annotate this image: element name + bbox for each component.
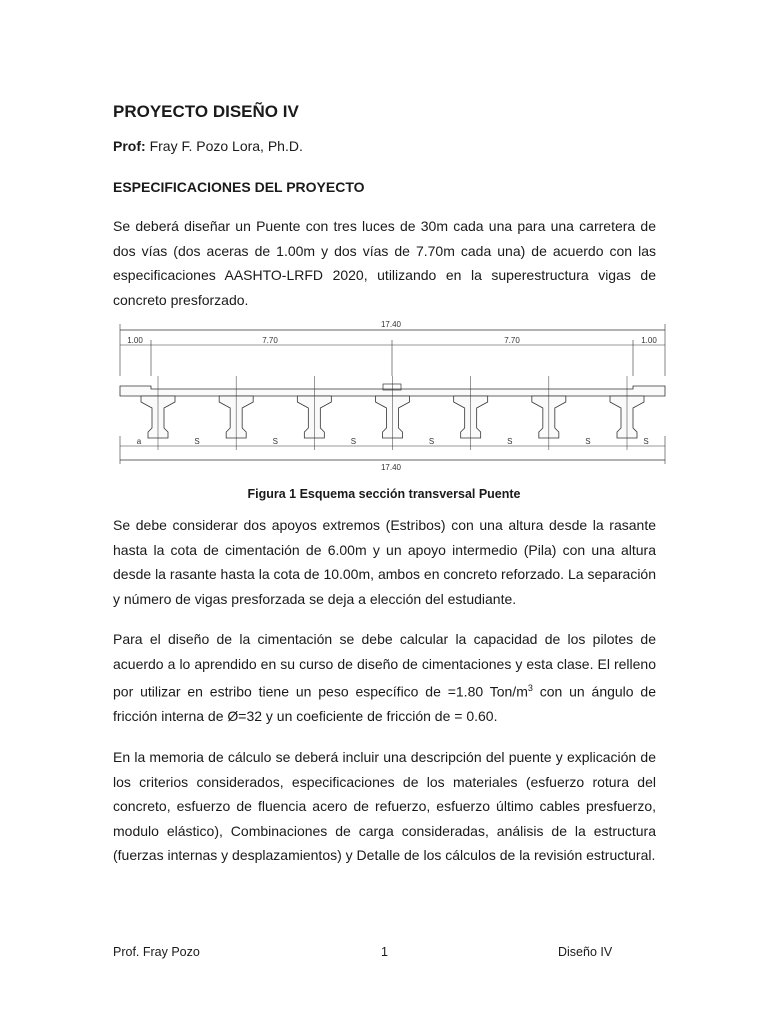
paragraph-foundation bbox=[113, 627, 656, 729]
spacing-label-4: S bbox=[350, 437, 357, 446]
dim-sidewalk-left: 1.00 bbox=[127, 336, 143, 345]
footer-course: Diseño IV bbox=[558, 945, 613, 959]
spacing-label-6: S bbox=[507, 437, 513, 446]
professor-name: Fray F. Pozo Lora, Ph.D. bbox=[149, 138, 303, 154]
spacing-label-8: S bbox=[643, 437, 649, 446]
dim-total-bottom: 17.40 bbox=[380, 463, 402, 472]
dim-lane-right: 7.70 bbox=[504, 336, 520, 345]
footer-page-number: 1 bbox=[381, 945, 388, 959]
dim-lane-left: 7.70 bbox=[262, 336, 278, 345]
professor-label: Prof: bbox=[113, 138, 146, 154]
document-title: PROYECTO DISEÑO IV bbox=[113, 102, 299, 121]
paragraph-supports: Se debe considerar dos apoyos extremos (Estribos) con una altura desde la rasante hasta la cota de cimentación de 6.00m y un apoyo intermedio (Pila) con una altura desde la rasante hasta la cota de 10.00m, ambos en concreto reforzado. La separación y número de vigas presforzada se deja a elección del estudiante. bbox=[113, 517, 656, 607]
professor-line bbox=[113, 138, 303, 154]
spacing-label-2: S bbox=[194, 437, 200, 446]
spacing-label-5: S bbox=[428, 437, 435, 446]
figure-caption: Figura 1 Esquema sección transversal Puente bbox=[247, 487, 521, 501]
superscript-three: 3 bbox=[527, 683, 533, 693]
section-title: ESPECIFICACIONES DEL PROYECTO bbox=[113, 179, 365, 195]
dim-total-top: 17.40 bbox=[380, 320, 402, 329]
bridge-cross-section-figure bbox=[110, 316, 675, 474]
paragraph-foundation-part1: Para el diseño de la cimentación se debe calcular la capacidad de los pilotes de acuerdo a lo aprendido en su curso de diseño de cimentaciones y esta clase. El relleno por utilizar en estribo tiene un peso específico de =1.80 Ton/m bbox=[113, 631, 656, 700]
paragraph-intro: Se deberá diseñar un Puente con tres luces de 30m cada una para una carretera de dos vías (dos aceras de 1.00m y dos vías de 7.70m cada una) de acuerdo con las especificaciones AASHTO-LRFD 2020, utilizando en la superestructura vigas de concreto presforzado. bbox=[113, 218, 656, 308]
dim-sidewalk-right: 1.00 bbox=[641, 336, 657, 345]
paragraph-foundation-part2: con un ángulo de fricción interna de Ø=32 y un coeficiente de fricción de = 0.60. bbox=[113, 683, 656, 725]
spacing-label-1: a bbox=[136, 437, 142, 446]
paragraph-calc-report: En la memoria de cálculo se deberá incluir una descripción del puente y explicación de los criterios considerados, especificaciones de los materiales (esfuerzo rotura del concreto, esfuerzo de fluencia acero de refuerzo, esfuerzo último cables presfuerzo, modulo elástico), Combinaciones de carga consideradas, análisis de la estructura (fuerzas internas y desplazamientos) y Detalle de los cálculos de la revisión estructural. bbox=[113, 749, 656, 863]
spacing-label-3: S bbox=[272, 437, 278, 446]
footer-author: Prof. Fray Pozo bbox=[113, 945, 200, 959]
spacing-label-7: S bbox=[585, 437, 591, 446]
